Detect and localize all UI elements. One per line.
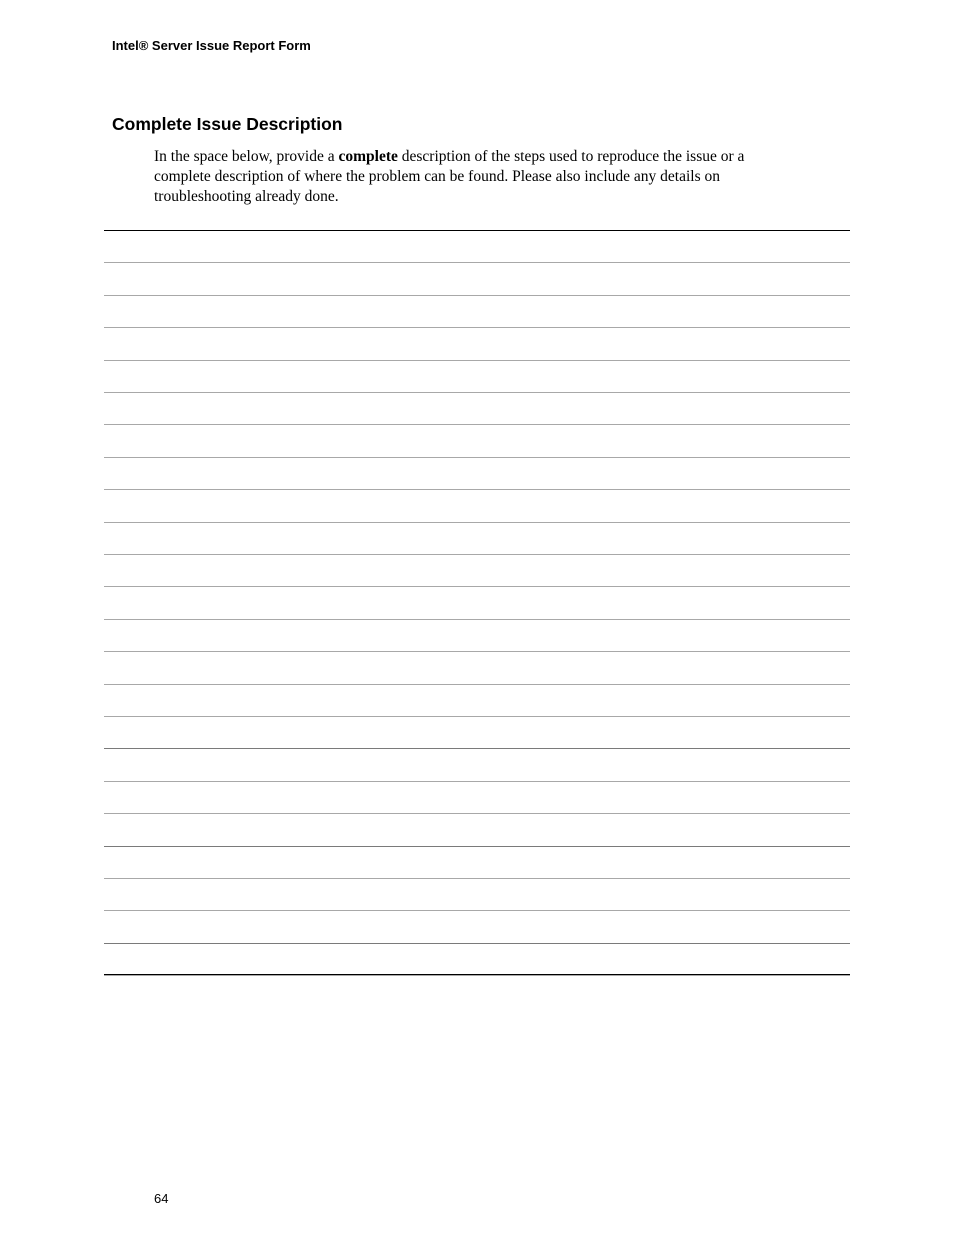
writing-line bbox=[104, 619, 850, 620]
writing-line bbox=[104, 975, 850, 976]
instructions-line-3: troubleshooting already done. bbox=[154, 188, 339, 205]
writing-area-bottom-rule bbox=[104, 974, 850, 975]
writing-line bbox=[104, 392, 850, 393]
writing-line bbox=[104, 651, 850, 652]
writing-line bbox=[104, 360, 850, 361]
writing-line bbox=[104, 586, 850, 587]
writing-line bbox=[104, 910, 850, 911]
writing-line bbox=[104, 522, 850, 523]
writing-line bbox=[104, 230, 850, 231]
writing-line bbox=[104, 846, 850, 847]
running-header: Intel® Server Issue Report Form bbox=[112, 38, 311, 53]
writing-line bbox=[104, 424, 850, 425]
writing-line bbox=[104, 781, 850, 782]
writing-line bbox=[104, 262, 850, 263]
writing-line bbox=[104, 684, 850, 685]
writing-line bbox=[104, 295, 850, 296]
writing-line bbox=[104, 943, 850, 944]
emphasis-complete: complete bbox=[338, 148, 398, 165]
page-number: 64 bbox=[154, 1191, 169, 1206]
instructions-line-2: complete description of where the problem can be found. Please also include any details on bbox=[154, 168, 720, 185]
section-heading: Complete Issue Description bbox=[112, 114, 343, 134]
writing-line bbox=[104, 878, 850, 879]
writing-line bbox=[104, 327, 850, 328]
writing-line bbox=[104, 489, 850, 490]
writing-line bbox=[104, 813, 850, 814]
issue-description-writing-area[interactable] bbox=[104, 230, 850, 975]
writing-line bbox=[104, 716, 850, 717]
instructions-line-1: In the space below, provide a complete description of the steps used to reproduce the issue or a bbox=[154, 148, 745, 165]
instructions-paragraph bbox=[154, 147, 834, 207]
writing-line bbox=[104, 554, 850, 555]
writing-line bbox=[104, 457, 850, 458]
writing-line bbox=[104, 748, 850, 749]
